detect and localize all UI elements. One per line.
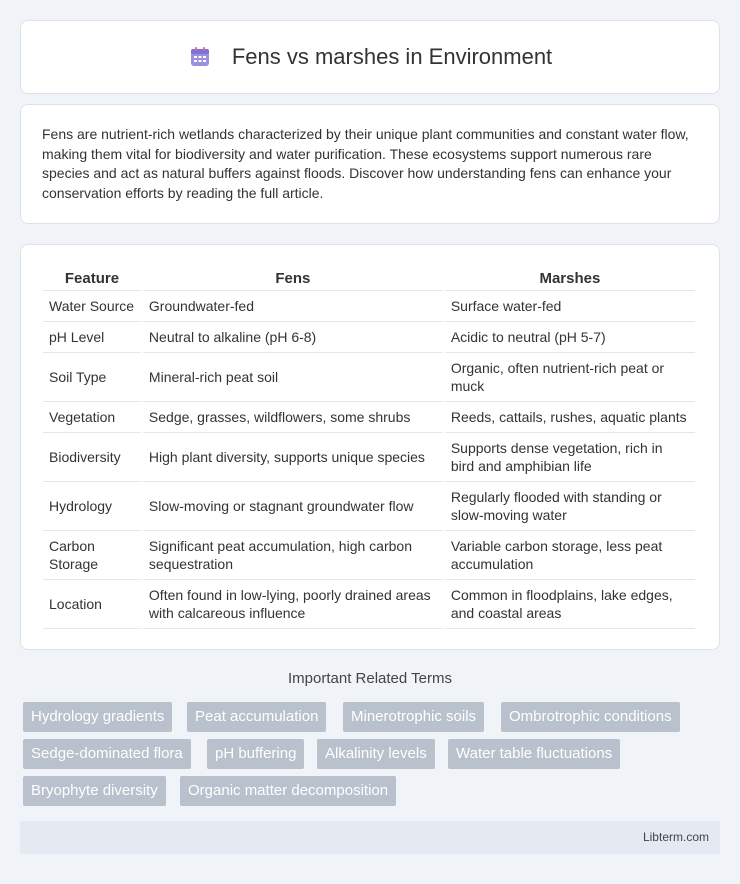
tag-alkalinity-levels[interactable]: Alkalinity levels: [317, 739, 435, 769]
table-row: [43, 353, 695, 402]
cell-feature: Biodiversity: [43, 433, 141, 482]
cell-marshes: Regularly flooded with standing or slow-moving water: [445, 482, 695, 531]
header-card: [20, 20, 720, 94]
cell-feature: pH Level: [43, 322, 141, 353]
table-row: [43, 433, 695, 482]
cell-feature: Water Source: [43, 291, 141, 322]
cell-fens: Mineral-rich peat soil: [143, 353, 443, 402]
tag-minerotrophic-soils[interactable]: Minerotrophic soils: [343, 702, 484, 732]
related-terms-title: Important Related Terms: [288, 670, 452, 687]
cell-fens: Neutral to alkaline (pH 6-8): [143, 322, 443, 353]
cell-marshes: Organic, often nutrient-rich peat or muck: [445, 353, 695, 402]
calendar-icon: [188, 45, 212, 69]
table-row: [43, 580, 695, 629]
header-feature: Feature: [43, 263, 141, 291]
tag-ph-buffering[interactable]: pH buffering: [207, 739, 304, 769]
cell-fens: Significant peat accumulation, high carbon sequestration: [143, 531, 443, 580]
header-marshes: Marshes: [445, 263, 695, 291]
table-row: [43, 531, 695, 580]
table-row: [43, 402, 695, 433]
header-fens: Fens: [143, 263, 443, 291]
footer-site-link[interactable]: Libterm.com: [642, 830, 709, 844]
cell-fens: Slow-moving or stagnant groundwater flow: [143, 482, 443, 531]
cell-fens: Often found in low-lying, poorly drained areas with calcareous influence: [143, 580, 443, 629]
cell-feature: Hydrology: [43, 482, 141, 531]
cell-marshes: Acidic to neutral (pH 5-7): [445, 322, 695, 353]
tag-peat-accumulation[interactable]: Peat accumulation: [187, 702, 326, 732]
tag-organic-matter-decomposition[interactable]: Organic matter decomposition: [180, 776, 396, 806]
tag-hydrology-gradients[interactable]: Hydrology gradients: [23, 702, 172, 732]
table-row: [43, 291, 695, 322]
page-title: Fens vs marshes in Environment: [231, 44, 553, 69]
intro-text: Fens are nutrient-rich wetlands characterized by their unique plant communities and constant water flow, making them vital for biodiversity and water purification. These ecosystems support numerous rare species and act as natural buffers against floods. Discover how understanding fens can enhance your conservation efforts by reading the full article.: [42, 126, 689, 201]
comparison-table-card: [20, 244, 720, 650]
tag-sedge-dominated-flora[interactable]: Sedge-dominated flora: [23, 739, 191, 769]
footer: [20, 821, 720, 854]
cell-marshes: Reeds, cattails, rushes, aquatic plants: [445, 402, 695, 433]
cell-marshes: Supports dense vegetation, rich in bird and amphibian life: [445, 433, 695, 482]
table-row: [43, 482, 695, 531]
tag-bryophyte-diversity[interactable]: Bryophyte diversity: [23, 776, 166, 806]
cell-marshes: Common in floodplains, lake edges, and coastal areas: [445, 580, 695, 629]
intro-card: [20, 104, 720, 224]
cell-fens: High plant diversity, supports unique species: [143, 433, 443, 482]
tag-water-table-fluctuations[interactable]: Water table fluctuations: [448, 739, 620, 769]
cell-fens: Sedge, grasses, wildflowers, some shrubs: [143, 402, 443, 433]
tag-ombrotrophic-conditions[interactable]: Ombrotrophic conditions: [501, 702, 680, 732]
cell-feature: Carbon Storage: [43, 531, 141, 580]
table-header-row: [43, 263, 695, 291]
cell-marshes: Surface water-fed: [445, 291, 695, 322]
cell-feature: Vegetation: [43, 402, 141, 433]
cell-fens: Groundwater-fed: [143, 291, 443, 322]
cell-feature: Location: [43, 580, 141, 629]
cell-marshes: Variable carbon storage, less peat accumulation: [445, 531, 695, 580]
table-row: [43, 322, 695, 353]
cell-feature: Soil Type: [43, 353, 141, 402]
comparison-table: [41, 263, 697, 629]
